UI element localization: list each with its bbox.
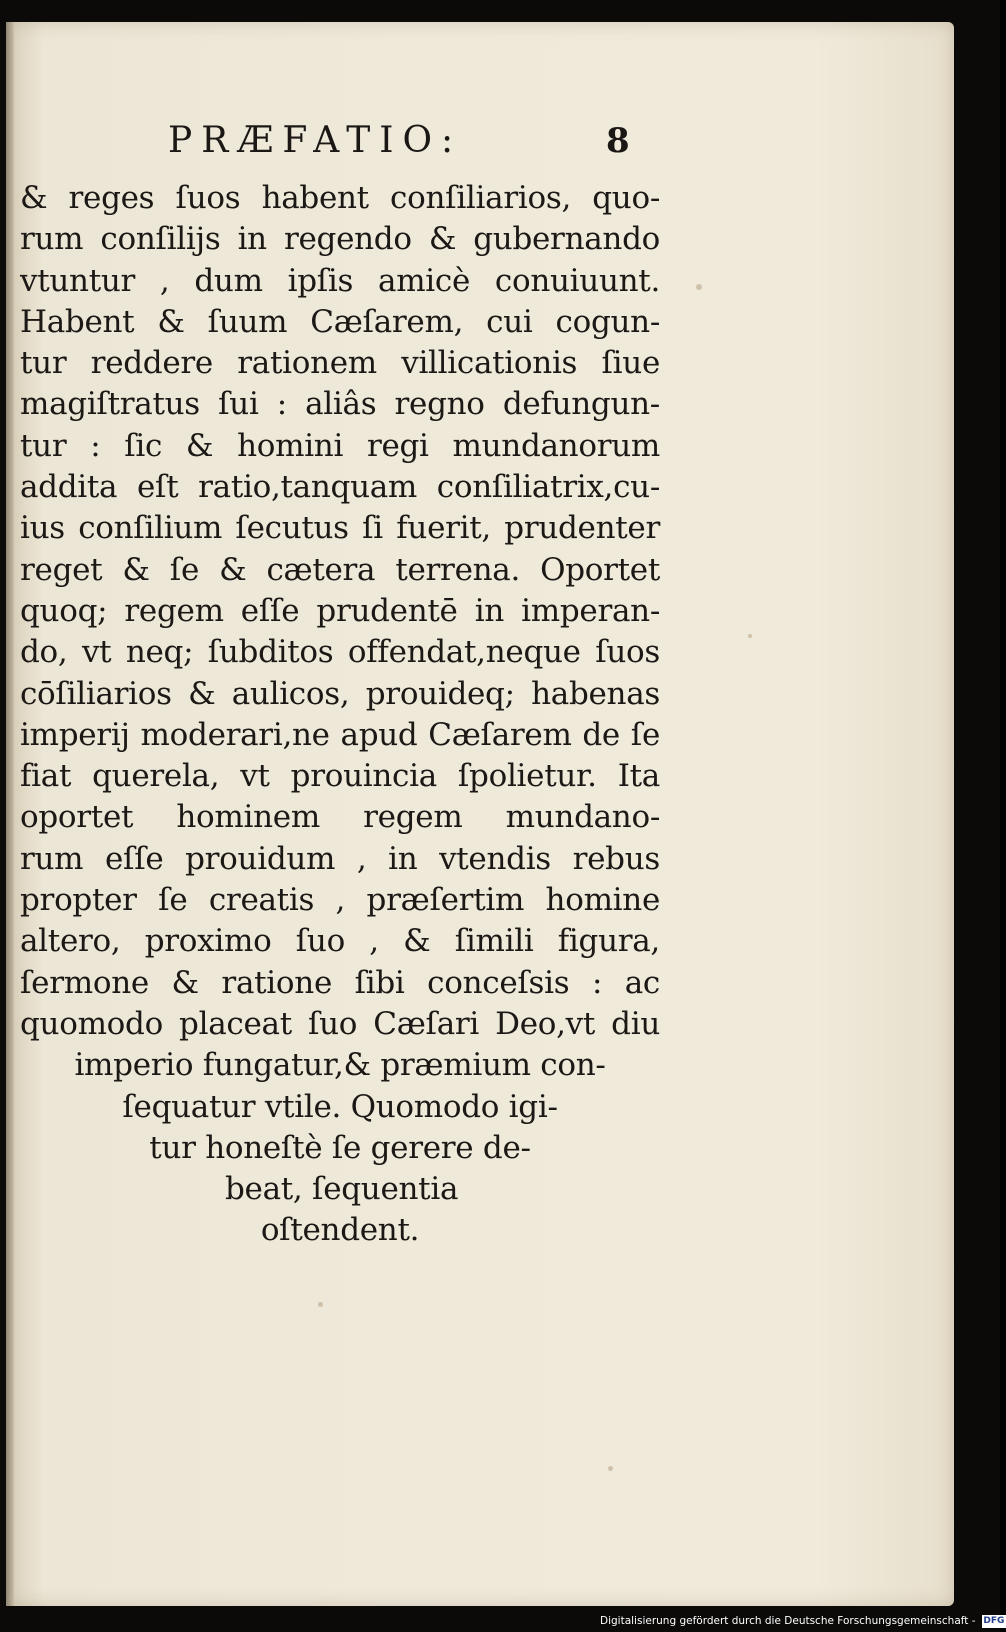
text-line: vtuntur , dum ipſis amicè conuiuunt. bbox=[20, 262, 660, 299]
foxing-spot bbox=[608, 1466, 613, 1471]
paper-gutter-edge bbox=[6, 22, 14, 1606]
page-header bbox=[168, 118, 648, 168]
tail-line: beat, ſequentia bbox=[225, 1171, 459, 1208]
text-line: Habent & ſuum Cæſarem, cui cogun- bbox=[20, 303, 660, 340]
text-line: & reges ſuos habent conſiliarios, quo- bbox=[20, 180, 660, 216]
text-line: tur : ſic & homini regi mundanorum bbox=[20, 427, 660, 464]
tail-line: ſequatur vtile. Quomodo igi- bbox=[122, 1088, 558, 1125]
text-line: oportet hominem regem mundano- bbox=[20, 799, 660, 836]
text-line: do, vt neq; ſubditos offendat,neque ſuos bbox=[20, 634, 660, 671]
tail-line: tur honeſtè ſe gerere de- bbox=[149, 1129, 531, 1166]
text-line: magiſtratus ſui : aliâs regno defungun- bbox=[20, 386, 660, 423]
text-line: altero, proximo ſuo , & ſimili figura, bbox=[20, 923, 660, 960]
dfg-logo: DFG bbox=[983, 1615, 1005, 1626]
text-line: fiat querela, vt prouincia ſpolietur. Ita bbox=[20, 758, 660, 795]
credit-text: Digitalisierung gefördert durch die Deutsche Forschungsgemeinschaft - bbox=[600, 1615, 976, 1627]
body-text bbox=[20, 178, 660, 1252]
foxing-spot bbox=[748, 634, 752, 638]
foxing-spot bbox=[696, 284, 702, 290]
tail-line: imperio fungatur,& præmium con- bbox=[74, 1047, 606, 1084]
page-number: 8 bbox=[606, 121, 630, 161]
text-line: tur reddere rationem villicationis ſiue bbox=[20, 345, 660, 382]
foxing-spot bbox=[318, 1302, 323, 1307]
text-line: cōſiliarios & aulicos, prouideq; habenas bbox=[20, 675, 660, 712]
text-line: rum eſſe prouidum , in vtendis rebus bbox=[20, 840, 660, 877]
text-line: quomodo placeat ſuo Cæſari Deo,vt diu bbox=[20, 1005, 660, 1042]
text-line: addita eſt ratio,tanquam conſiliatrix,cu- bbox=[20, 469, 660, 506]
text-line: quoq; regem eſſe prudentē in imperan- bbox=[20, 592, 660, 629]
running-title: PRÆFATIO: bbox=[168, 120, 463, 161]
tail-line: oſtendent. bbox=[260, 1212, 420, 1249]
text-line: ius conſilium ſecutus ſi fuerit, prudenter bbox=[20, 510, 660, 547]
text-line: reget & ſe & cætera terrena. Oportet bbox=[20, 551, 660, 588]
text-line: propter ſe creatis , præſertim homine bbox=[20, 882, 660, 919]
text-line: ſermone & ratione ſibi conceſsis : ac bbox=[20, 964, 660, 1001]
digitization-credit bbox=[600, 1612, 1005, 1630]
text-line: rum conſilijs in regendo & gubernando bbox=[20, 221, 660, 258]
text-line: imperij moderari,ne apud Cæſarem de ſe bbox=[20, 716, 660, 753]
